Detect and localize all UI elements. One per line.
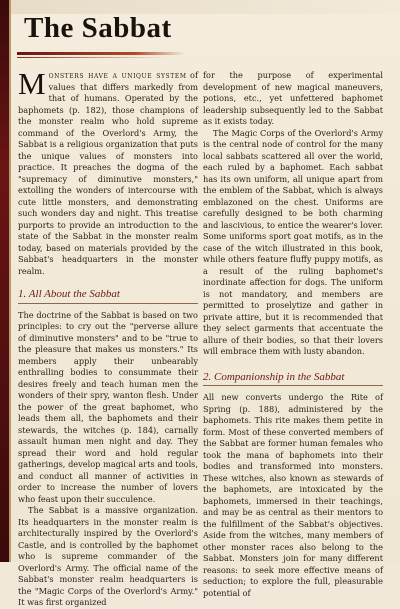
title-underline-thin <box>17 57 167 58</box>
left-column <box>18 66 198 609</box>
section2-paragraph-1: All new converts undergo the Rite of Spring (p. 188), administered by the baphomets. This rite makes them petite in form. Most of these converted members of the Sabbat are former human females who took the mana of baphomets into their bodies and transformed into monsters. These witches, also known as stewards of the baphomets, are intoxicated by the baphomets, immersed in their teachings, and may be as central as their mentors to the fulfillment of the Sabbat's objectives. Aside from the witches, many members of other monster races also belong to the Sabbat. Monsters join for many different reasons: to seek more effective means of seduction; to explore the full, pleasurable potential of <box>203 392 383 598</box>
left-border-bar <box>0 0 9 562</box>
section1-paragraph-4: The Magic Corps of the Overlord's Army is the central node of control for the many local sabbats scattered all over the world, each ruled by a baphomet. Each sabbat has its own uniform, all unique apart from the emblem of the Sabbat, which is always emblazoned on the chest. Uniforms are carefully designed to be both charming and lascivious, to entice the wearer's lover. Some uniforms sport goat motifs, as in the case of the witch illustrated in this book, while others feature fluffy puppy motifs, as a result of the ruling baphomet's inordinate affection for dogs. The uniform is not mandatory, and members are permitted to proselytize and gather in private attire, but it is recommended that they select garments that accentuate the allure of their bodies, so that their lovers will embrace them with lusty abandon. <box>203 127 383 356</box>
section1-paragraph-2: The Sabbat is a massive organization. Its headquarters in the monster realm is architecturally inspired by the Overlord's Castle, and is controlled by the baphomet who is supreme commander of the Overlord's Army. The official name of the Sabbat's monster realm headquarters is the "Magic Corps of the Overlord's Army." It was first organized <box>18 505 198 607</box>
intro-paragraph <box>18 66 198 277</box>
intro-text: of values that differs markedly from that of humans. Operated by the baphomets (p. 182), those champions of the monster realm who hold supreme command of the Overlord's Army, the Sabbat is a religious organization that puts the unique values of monsters into practice. It preaches the dogma of the "supremacy of diminutive monsters," extolling the wonders of intercourse with cute little monsters, and demonstrating such wonders day and night. This treatise purports to provide an introduction to the state of the Sabbat in the monster realm today, based on materials provided by the Sabbat's headquarters in the monster realm. <box>18 70 198 276</box>
section1-paragraph-1: The doctrine of the Sabbat is based on two principles: to cry out the "perverse allure of diminutive monsters" and to be "true to the pleasure that makes us monsters." Its members apply their unbearably enthralling bodies to consummate their desires freely and teach human men the wonders of their spry, wanton flesh. Under the power of the great baphomet, who leads them all, the baphomets and their stewards, the witches (p. 184), carnally assault human men night and day. They spread their word and hold regular gatherings, develop magical arts and tools, and conduct all manner of activities in order to increase the number of lovers who feast upon their succulence. <box>18 309 198 504</box>
drop-cap: M <box>18 66 46 101</box>
page-title: The Sabbat <box>24 12 172 44</box>
title-underline <box>17 52 185 55</box>
left-border-edge <box>9 0 11 562</box>
section-heading-companionship: 2. Companionship in the Sabbat <box>203 372 383 387</box>
intro-lead: onsters have a unique system <box>48 70 187 80</box>
section-heading-all-about: 1. All About the Sabbat <box>18 289 198 304</box>
section1-paragraph-3: for the purpose of experimental development of new magical maneuvers, potions, etc., yet unfettered baphomet leadership subsequently led to the Sabbat as it exists today. <box>203 70 383 126</box>
right-column <box>203 70 383 599</box>
